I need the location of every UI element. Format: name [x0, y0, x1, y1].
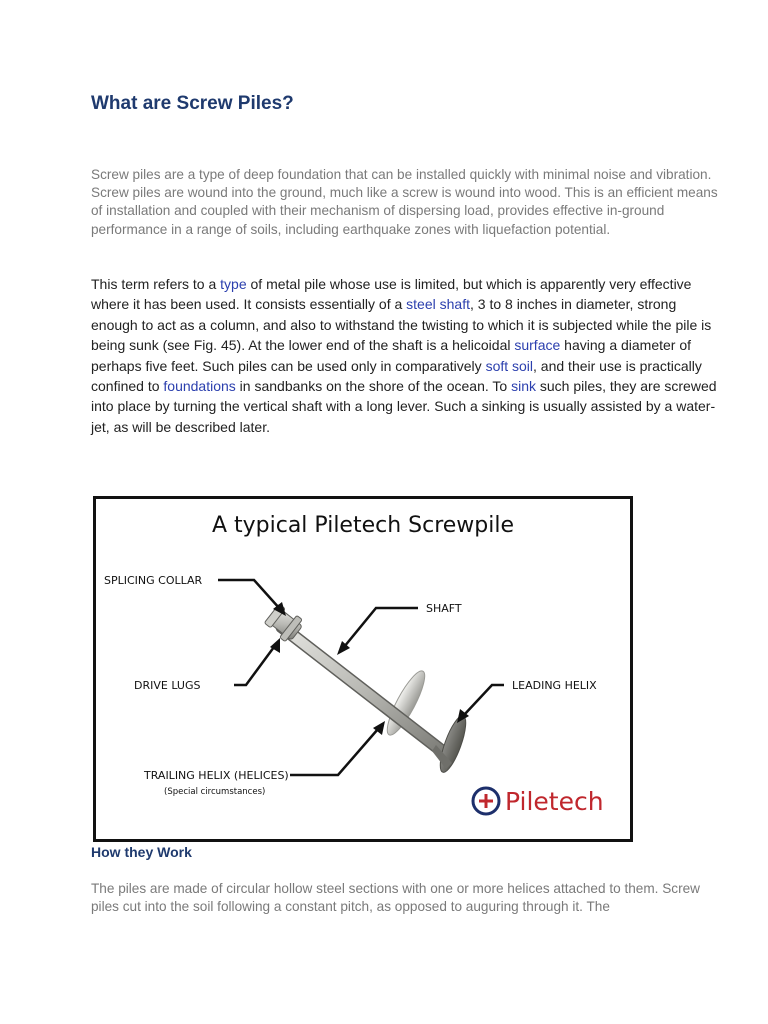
label-trailing-helix: TRAILING HELIX (HELICES): [144, 769, 289, 782]
piletech-logo: [473, 787, 604, 816]
text-run: of metal pile whose use is limited, but which is apparently very effective where it has been used. It consists essentially of a: [91, 276, 692, 313]
text-run: , and their use is practically confined to: [91, 357, 702, 395]
label-splicing-collar: SPLICING COLLAR: [104, 574, 203, 587]
section-heading-how-they-work: How they Work: [91, 844, 192, 860]
text-run: having a diameter of perhaps five feet. Such piles can be used only in comparatively: [91, 337, 692, 374]
label-drive-lugs: DRIVE LUGS: [134, 679, 201, 692]
figure-title: A typical Piletech Screwpile: [211, 513, 515, 538]
screwpile-figure: [93, 496, 633, 842]
intro-paragraph: Screw piles are a type of deep foundation that can be installed quickly with minimal noise and vibration. Screw piles are wound into the ground, much like a screw is wound into wood. This is an efficient means of installation and coupled with their mechanism of dispersing load, provides effective in-ground performance in a range of soils, including earthquake zones with liquefaction potential.: [91, 167, 718, 237]
label-special-circumstances: (Special circumstances): [164, 787, 266, 797]
how-they-work-paragraph: The piles are made of circular hollow steel sections with one or more helices attached to them. Screw piles cut into the soil following a constant pitch, as opposed to auguring through it. The: [91, 881, 700, 915]
leader-leading-helix: [464, 685, 504, 715]
link-type[interactable]: type: [220, 276, 247, 292]
text-run: This term refers to a: [91, 276, 221, 292]
link-soft-soil[interactable]: soft soil: [485, 357, 534, 374]
body-paragraph: [91, 274, 726, 437]
leader-drive-lugs: [234, 647, 274, 685]
link-surface[interactable]: surface: [514, 337, 561, 354]
text-run: in sandbanks on the shore of the ocean. To: [235, 378, 512, 395]
page-title: What are Screw Piles?: [91, 93, 294, 114]
leader-shaft: [344, 608, 418, 647]
label-shaft: SHAFT: [426, 602, 462, 615]
leader-trailing-helix: [290, 729, 378, 775]
label-leading-helix: LEADING HELIX: [512, 679, 597, 692]
screwpile-diagram: [96, 499, 630, 839]
leader-splicing-collar: [218, 580, 280, 609]
link-steel-shaft[interactable]: steel shaft: [406, 296, 470, 313]
piletech-wordmark: Piletech: [505, 787, 604, 816]
text-run: such piles, they are screwed into place by turning the vertical shaft with a long lever. Such a sinking is usually assisted by a water-jet, as will be described later.: [91, 378, 717, 435]
link-foundations[interactable]: foundations: [163, 378, 236, 395]
text-run: , 3 to 8 inches in diameter, strong enough to act as a column, and also to withstand the twisting to which it is subjected while the pile is being sunk (see Fig. 45). At the lower end of the shaft is a helicoidal: [91, 296, 712, 354]
link-sink[interactable]: sink: [511, 378, 536, 395]
